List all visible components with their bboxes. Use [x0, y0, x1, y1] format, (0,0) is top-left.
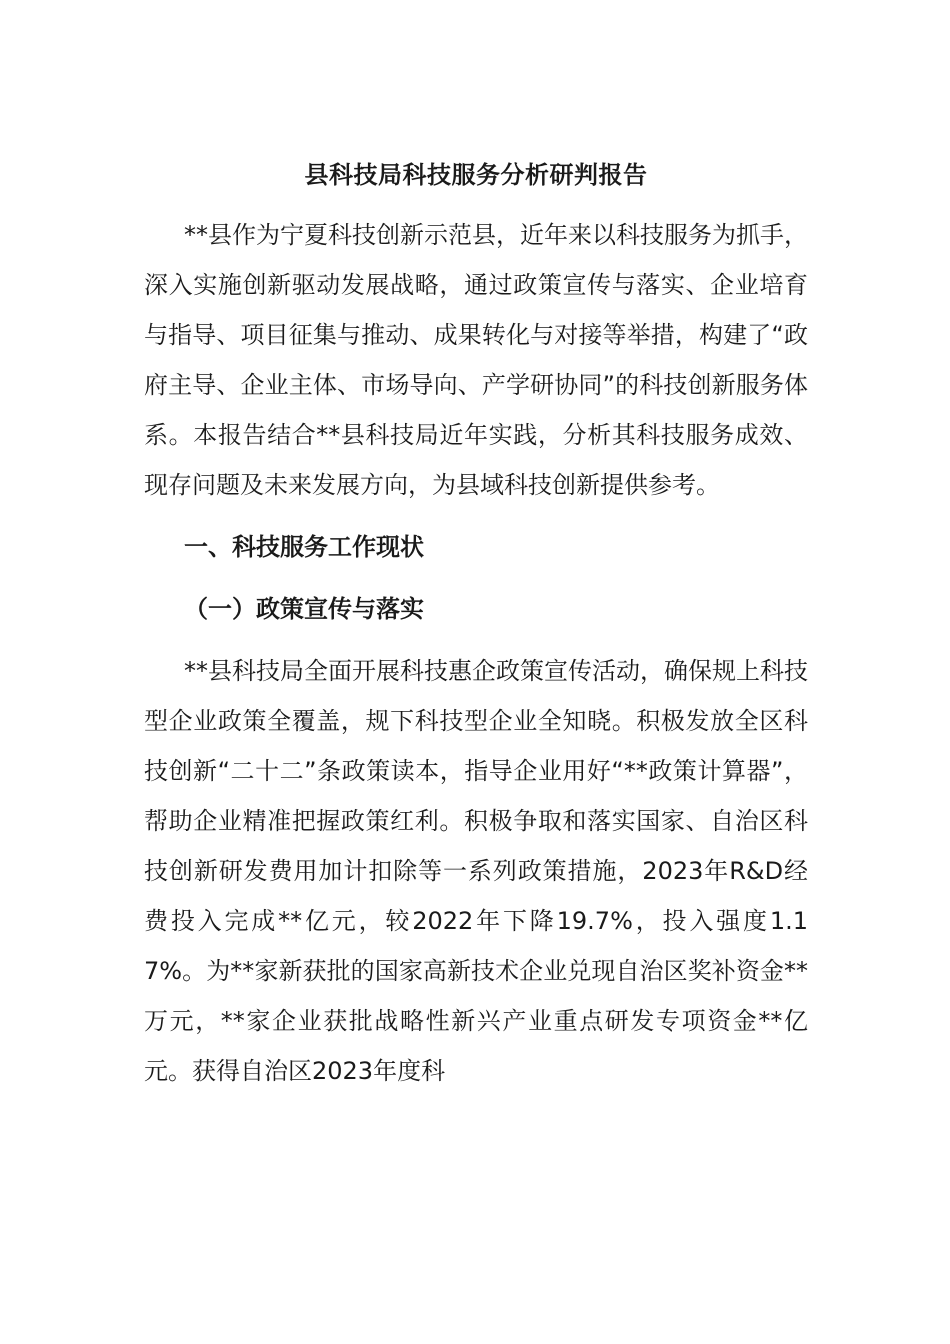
intro-paragraph: **县作为宁夏科技创新示范县，近年来以科技服务为抓手，深入实施创新驱动发展战略，通过政策宣传与落实、企业培育与指导、项目征集与推动、成果转化与对接等举措，构建了“政府主导、企业主体、市场导向、产学研协同”的科技创新服务体系。本报告结合**县科技局近年实践，分析其科技服务成效、现存问题及未来发展方向，为县域科技创新提供参考。	[144, 221, 808, 499]
document-title: 县科技局科技服务分析研判报告	[304, 161, 648, 189]
document-page	[144, 150, 808, 1096]
section-heading: 一、科技服务工作现状	[184, 533, 424, 561]
body-paragraph: **县科技局全面开展科技惠企政策宣传活动，确保规上科技型企业政策全覆盖，规下科技型企业全知晓。积极发放全区科技创新“二十二”条政策读本，指导企业用好“**政策计算器”，帮助企业精准把握政策红利。积极争取和落实国家、自治区科技创新研发费用加计扣除等一系列政策措施，2023年R&D经费投入完成**亿元，较2022年下降19.7%，投入强度1.17%。为**家新获批的国家高新技术企业兑现自治区奖补资金**万元，**家企业获批战略性新兴产业重点研发专项资金**亿元。获得自治区2023年度科	[144, 657, 808, 1085]
subsection-heading: （一）政策宣传与落实	[184, 595, 424, 623]
